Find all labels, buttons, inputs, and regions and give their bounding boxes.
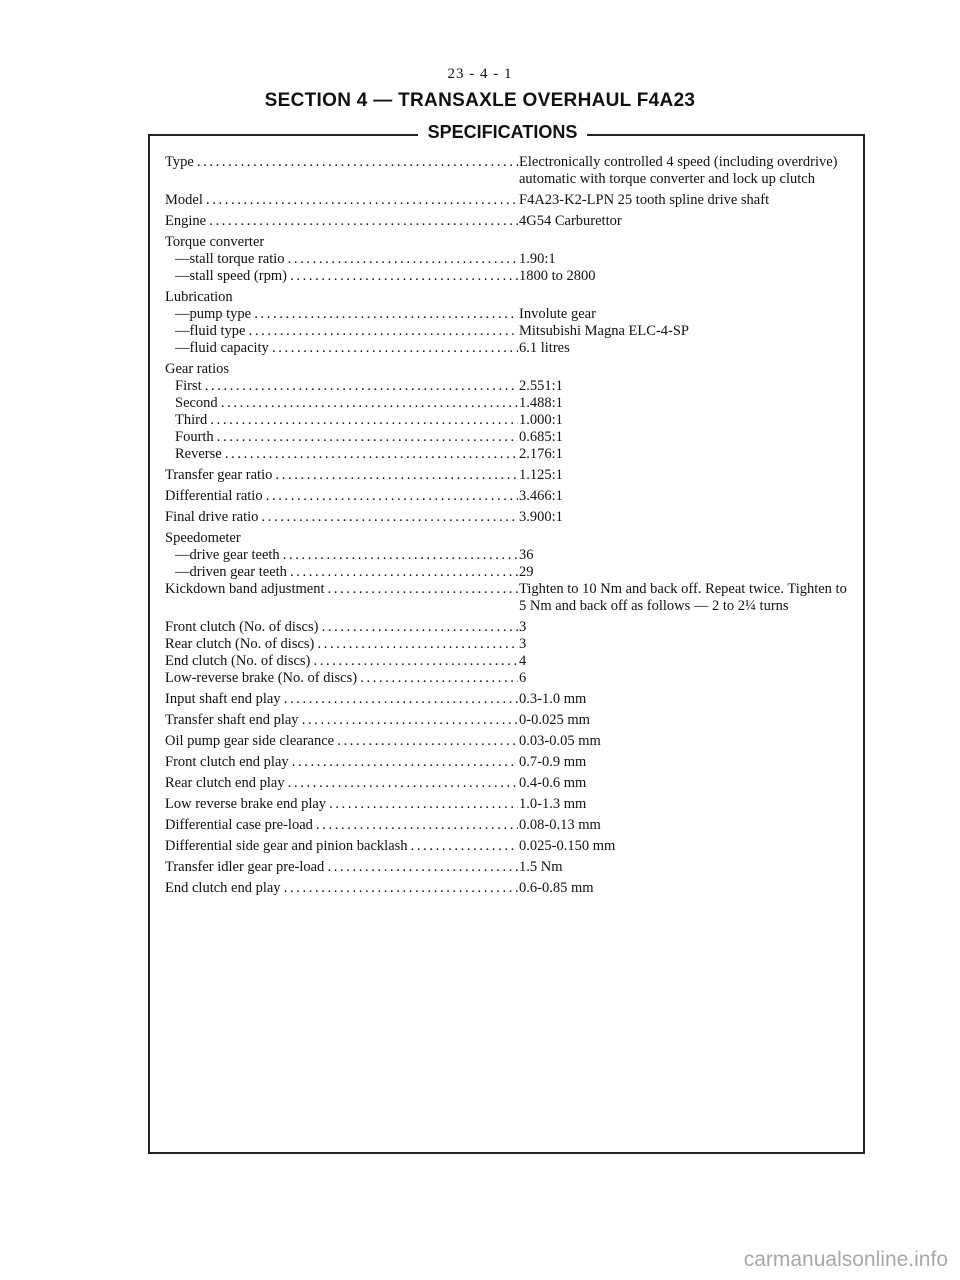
- spec-value: 6.1 litres: [519, 340, 570, 356]
- spec-value: F4A23-K2-LPN 25 tooth spline drive shaft: [519, 192, 770, 208]
- spec-value: 1800 to 2800: [519, 268, 596, 284]
- spec-value: 1.000:1: [519, 412, 563, 428]
- spec-label: —drive gear teeth . . .: [165, 547, 518, 564]
- specifications-list: [165, 154, 855, 897]
- spec-row-fourth: [165, 429, 855, 446]
- spec-value: 0.685:1: [519, 429, 563, 445]
- group-title-torque-converter: Torque converter: [165, 234, 265, 250]
- spec-row-drive-gear-teeth: [165, 547, 855, 564]
- spec-label: —driven gear teeth . . .: [165, 564, 518, 581]
- spec-row-stall-torque-ratio: [165, 251, 855, 268]
- spec-value: 1.0-1.3 mm: [519, 796, 587, 812]
- spec-value: 0.7-0.9 mm: [519, 754, 587, 770]
- spec-label: Differential case pre-load . . .: [165, 817, 518, 834]
- spec-value: 3.466:1: [519, 488, 563, 504]
- spec-label: Low-reverse brake (No. of discs) . . .: [165, 670, 518, 687]
- spec-label: —stall speed (rpm) . . .: [165, 268, 518, 285]
- spec-value: 36: [519, 547, 534, 563]
- group-title-speedometer: Speedometer: [165, 530, 241, 546]
- spec-row-transfer-gear-ratio: [165, 467, 855, 484]
- spec-row-front-clutch-discs: [165, 619, 855, 636]
- box-top-rule-left: [148, 134, 418, 136]
- spec-value: 2.176:1: [519, 446, 563, 462]
- section-title: SECTION 4 — TRANSAXLE OVERHAUL F4A23: [264, 90, 696, 111]
- spec-row-low-reverse-brake-discs: [165, 670, 855, 687]
- spec-value: 1.5 Nm: [519, 859, 563, 875]
- spec-value: 0.025-0.150 mm: [519, 838, 616, 854]
- spec-label: —stall torque ratio . . .: [165, 251, 518, 268]
- group-title-gear-ratios: Gear ratios: [165, 361, 230, 377]
- spec-label: Reverse . . .: [165, 446, 518, 463]
- spec-value: 3: [519, 636, 527, 652]
- spec-value: 1.125:1: [519, 467, 563, 483]
- spec-label: Rear clutch (No. of discs) . . .: [165, 636, 518, 653]
- spec-value: 0.4-0.6 mm: [519, 775, 587, 791]
- spec-row-stall-speed: [165, 268, 855, 285]
- spec-value: 0.6-0.85 mm: [519, 880, 594, 896]
- specifications-heading: SPECIFICATIONS: [427, 122, 578, 142]
- spec-label: Input shaft end play . . .: [165, 691, 518, 708]
- spec-label: Rear clutch end play . . .: [165, 775, 518, 792]
- spec-label: Engine . . .: [165, 213, 518, 230]
- spec-label: Transfer shaft end play . . .: [165, 712, 518, 729]
- spec-row-differential-side-gear-backlash: [165, 838, 855, 855]
- spec-row-driven-gear-teeth: [165, 564, 855, 581]
- spec-row-low-reverse-brake-end-play: [165, 796, 855, 813]
- page-number: 23 - 4 - 1: [447, 66, 513, 82]
- spec-label: Third . . .: [165, 412, 518, 429]
- spec-label: End clutch (No. of discs) . . .: [165, 653, 518, 670]
- group-title-lubrication: Lubrication: [165, 289, 233, 305]
- spec-value: Mitsubishi Magna ELC-4-SP: [519, 323, 689, 339]
- spec-value: 6: [519, 670, 527, 686]
- spec-value: 29: [519, 564, 534, 580]
- spec-row-end-clutch-end-play: [165, 880, 855, 897]
- spec-row-model: [165, 192, 855, 209]
- spec-row-first: [165, 378, 855, 395]
- spec-label: Transfer gear ratio . . .: [165, 467, 518, 484]
- spec-label: —fluid capacity . . .: [165, 340, 518, 357]
- spec-value: 1.90:1: [519, 251, 556, 267]
- spec-value: 3.900:1: [519, 509, 563, 525]
- spec-label: Front clutch end play . . .: [165, 754, 518, 771]
- spec-row-reverse: [165, 446, 855, 463]
- spec-label: Final drive ratio . . .: [165, 509, 518, 526]
- spec-label: Fourth . . .: [165, 429, 518, 446]
- spec-row-transfer-shaft-end-play: [165, 712, 855, 729]
- spec-row-front-clutch-end-play: [165, 754, 855, 771]
- spec-row-kickdown: [165, 581, 855, 615]
- spec-row-transfer-idler-preload: [165, 859, 855, 876]
- spec-value: 0.08-0.13 mm: [519, 817, 601, 833]
- spec-label: Transfer idler gear pre-load . . .: [165, 859, 518, 876]
- spec-label: Differential ratio . . .: [165, 488, 518, 505]
- spec-row-rear-clutch-end-play: [165, 775, 855, 792]
- spec-row-input-shaft-end-play: [165, 691, 855, 708]
- spec-row-third: [165, 412, 855, 429]
- spec-row-fluid-capacity: [165, 340, 855, 357]
- spec-row-oil-pump-clearance: [165, 733, 855, 750]
- spec-value: 4: [519, 653, 527, 669]
- spec-value: 4G54 Carburettor: [519, 213, 622, 229]
- spec-row-final-drive-ratio: [165, 509, 855, 526]
- watermark: carmanualsonline.info: [743, 1248, 948, 1271]
- spec-label: Second . . .: [165, 395, 518, 412]
- spec-label: Front clutch (No. of discs) . . .: [165, 619, 518, 636]
- box-top-rule-right: [587, 134, 865, 136]
- spec-row-rear-clutch-discs: [165, 636, 855, 653]
- spec-row-differential-case-preload: [165, 817, 855, 834]
- spec-value: 0.3-1.0 mm: [519, 691, 587, 707]
- spec-label: —pump type . . .: [165, 306, 518, 323]
- spec-value: 0.03-0.05 mm: [519, 733, 601, 749]
- spec-label: Kickdown band adjustment . . .: [165, 581, 518, 615]
- spec-value: 0-0.025 mm: [519, 712, 590, 728]
- spec-label: Differential side gear and pinion backlash . . .: [165, 838, 518, 855]
- spec-row-end-clutch-discs: [165, 653, 855, 670]
- spec-row-second: [165, 395, 855, 412]
- spec-value: 1.488:1: [519, 395, 563, 411]
- spec-row-engine: [165, 213, 855, 230]
- spec-label: —fluid type . . .: [165, 323, 518, 340]
- spec-value: Electronically controlled 4 speed (including overdrive) automatic with torque converter and lock up clutch: [519, 154, 838, 187]
- spec-label: First . . .: [165, 378, 518, 395]
- spec-row-pump-type: [165, 306, 855, 323]
- spec-value: Tighten to 10 Nm and back off. Repeat twice. Tighten to 5 Nm and back off as follows — 2 to 2¼ turns: [519, 581, 847, 614]
- spec-label: Oil pump gear side clearance . . .: [165, 733, 518, 750]
- spec-label: Model . . .: [165, 192, 518, 209]
- spec-row-differential-ratio: [165, 488, 855, 505]
- spec-value: 2.551:1: [519, 378, 563, 394]
- spec-label: End clutch end play . . .: [165, 880, 518, 897]
- spec-label: Low reverse brake end play . . .: [165, 796, 518, 813]
- spec-value: Involute gear: [519, 306, 596, 322]
- spec-row-type: [165, 154, 855, 188]
- spec-value: 3: [519, 619, 527, 635]
- spec-row-fluid-type: [165, 323, 855, 340]
- spec-label: Type . . .: [165, 154, 518, 188]
